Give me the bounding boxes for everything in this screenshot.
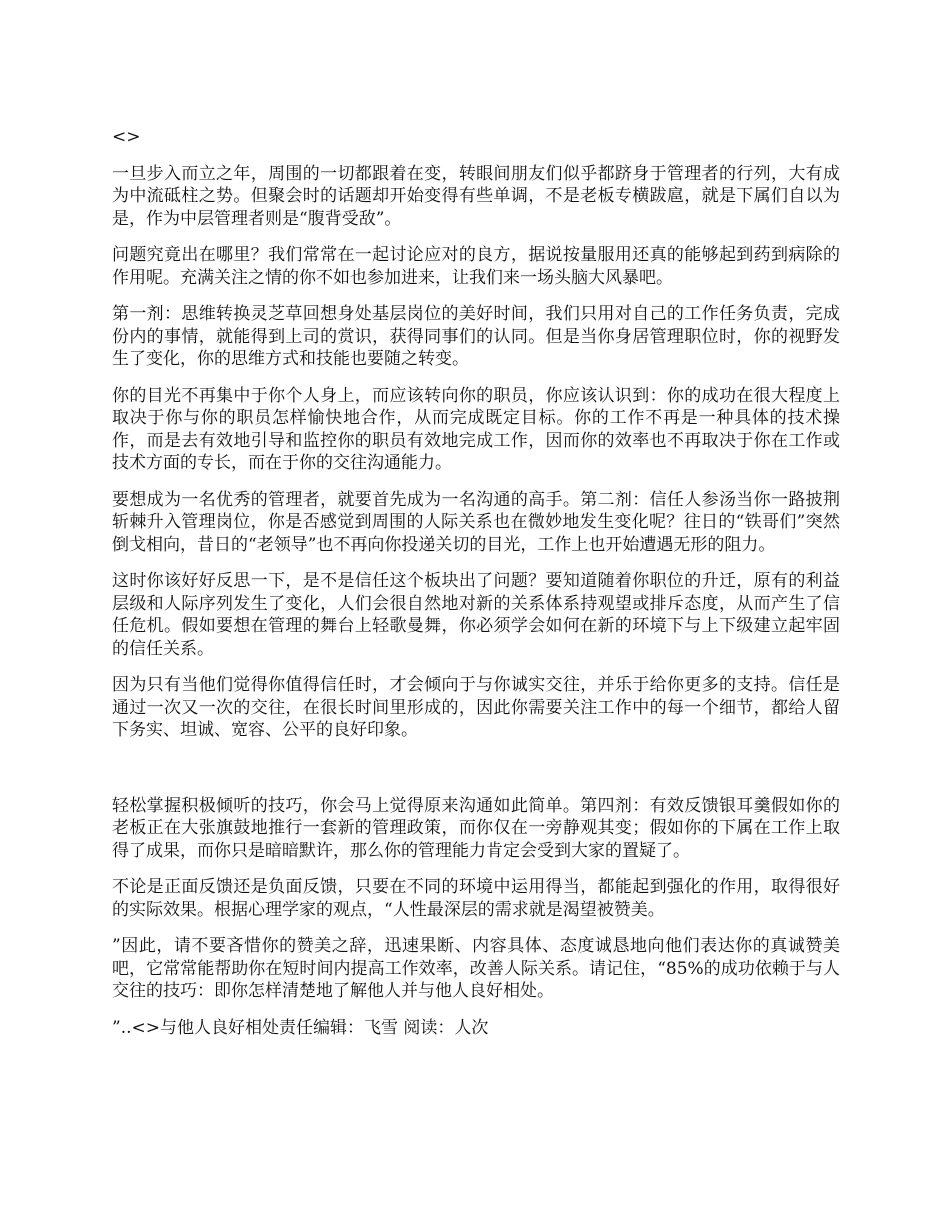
document-body <box>112 126 840 1053</box>
section-gap <box>112 756 840 795</box>
paragraph: 这时你该好好反思一下，是不是信任这个板块出了问题？要知道随着你职位的升迁，原有的利益层级和人际序列发生了变化，人们会很自然地对新的关系体系持观望或排斥态度，从而产生了信任危机。假如要想在管理的舞台上轻歌曼舞，你必须学会如何在新的环境下与上下级建立起牢固的信任关系。 <box>112 571 840 659</box>
paragraph: 要想成为一名优秀的管理者，就要首先成为一名沟通的高手。第二剂：信任人参汤当你一路披荆斩棘升入管理岗位，你是否感觉到周围的人际关系也在微妙地发生变化呢？往日的“铁哥们”突然倒戈相向，昔日的“老领导”也不再向你投递关切的目光，工作上也开始遭遇无形的阻力。 <box>112 489 840 555</box>
paragraph: ”因此，请不要吝惜你的赞美之辞，迅速果断、内容具体、态度诚恳地向他们表达你的真诚赞美吧，它常常能帮助你在短时间内提高工作效率，改善人际关系。请记住，“85%的成功依赖于与人交往的技巧：即你怎样清楚地了解他人并与他人良好相处。 <box>112 936 840 1001</box>
heading-marker: <> <box>112 127 141 147</box>
paragraph: 问题究竟出在哪里？我们常常在一起讨论应对的良方，据说按量服用还真的能够起到药到病除的作用呢。充满关注之情的你不如也参加进来，让我们来一场头脑大风暴吧。 <box>112 245 840 288</box>
paragraph: 你的目光不再集中于你个人身上，而应该转向你的职员，你应该认识到：你的成功在很大程度上取决于你与你的职员怎样愉快地合作，从而完成既定目标。你的工作不再是一种具体的技术操作，而是去有效地引导和监控你的职员有效地完成工作，因而你的效率也不再取决于你在工作或技术方面的专长，而在于你的交往沟通能力。 <box>112 385 840 473</box>
paragraph: 第一剂：思维转换灵芝草回想身处基层岗位的美好时间，我们只用对自己的工作任务负责，完成份内的事情，就能得到上司的赏识，获得同事们的认同。但是当你身居管理职位时，你的视野发生了变化，你的思维方式和技能也要随之转变。 <box>112 304 840 369</box>
paragraph: 不论是正面反馈还是负面反馈，只要在不同的环境中运用得当，都能起到强化的作用，取得很好的实际效果。根据心理学家的观点，“人性最深层的需求就是渴望被赞美。 <box>112 877 840 920</box>
paragraph: 轻松掌握积极倾听的技巧，你会马上觉得原来沟通如此简单。第四剂：有效反馈银耳羹假如你的老板正在大张旗鼓地推行一套新的管理政策，而你仅在一旁静观其变；假如你的下属在工作上取得了成果，而你只是暗暗默许，那么你的管理能力肯定会受到大家的置疑了。 <box>112 795 840 861</box>
paragraph: 因为只有当他们觉得你值得信任时，才会倾向于与你诚实交往，并乐于给你更多的支持。信任是通过一次又一次的交往，在很长时间里形成的，因此你需要关注工作中的每一个细节，都给人留下务实、坦诚、宽容、公平的良好印象。 <box>112 675 840 740</box>
paragraph: 一旦步入而立之年，周围的一切都跟着在变，转眼间朋友们似乎都跻身于管理者的行列，大有成为中流砥柱之势。但聚会时的话题却开始变得有些单调，不是老板专横跋扈，就是下属们自以为是，作为中层管理者则是“腹背受敌”。 <box>112 163 840 229</box>
footer-line: ”..<>与他人良好相处责任编辑：飞雪 阅读：人次 <box>112 1017 489 1038</box>
